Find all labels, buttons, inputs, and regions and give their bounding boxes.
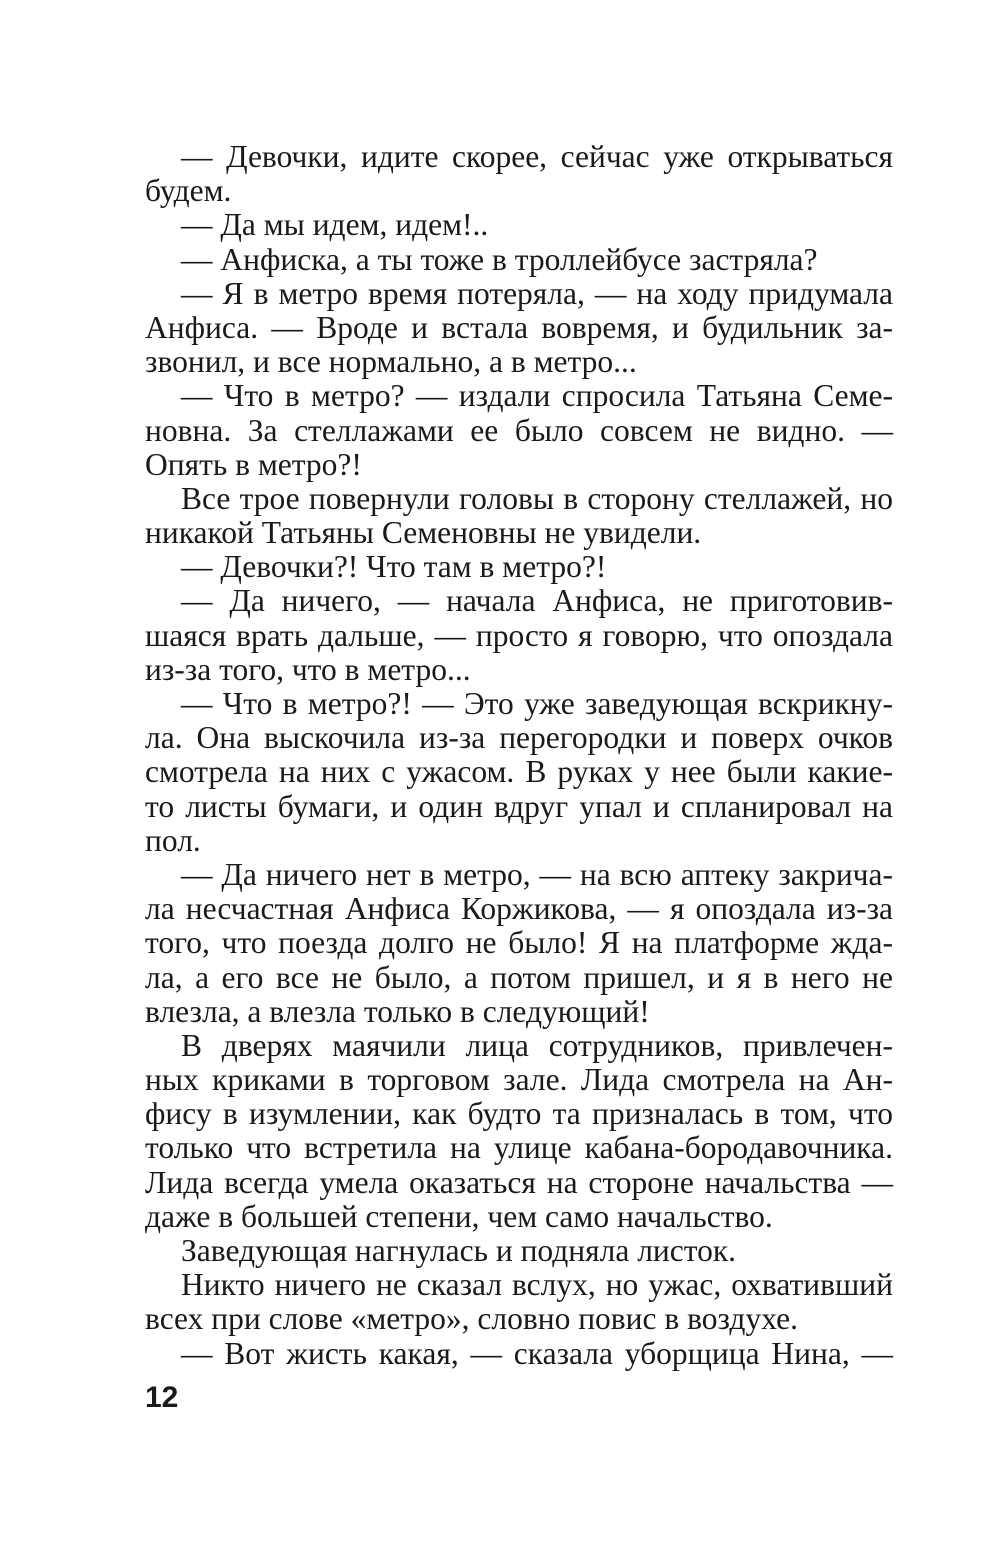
text-line: то листы бумаги, и один вдруг упал и спланировал на — [145, 788, 893, 824]
text-line: ла, а его все не было, а потом пришел, и я в него не — [145, 959, 893, 995]
text-line: звонил, и все нормально, а в метро... — [145, 344, 637, 380]
text-line: будем. — [145, 173, 232, 209]
text-line: никакой Татьяны Семеновны не увидели. — [145, 515, 702, 551]
text-line: всех при слове «метро», словно повис в воздухе. — [145, 1301, 799, 1337]
text-line: новна. За стеллажами ее было совсем не видно. — — [145, 412, 893, 448]
text-line: из-за того, что в метро... — [145, 651, 471, 687]
page-text-block — [145, 140, 893, 1371]
text-line: только что встретила на улице кабана-бородавочника. — [145, 1130, 893, 1166]
page-number: 12 — [145, 1381, 179, 1414]
text-line: влезла, а влезла только в следующий! — [145, 993, 650, 1029]
text-line: — Девочки, идите скорее, сейчас уже открываться — [181, 139, 893, 174]
text-line: Никто ничего не сказал вслух, но ужас, охвативший — [181, 1267, 893, 1303]
text-line: — Да мы идем, идем!.. — [181, 207, 489, 243]
text-line: Лида всегда умела оказаться на стороне начальства — — [145, 1164, 893, 1200]
text-line: — Девочки?! Что там в метро?! — [181, 549, 607, 585]
text-line: — Да ничего нет в метро, — на всю аптеку закрича- — [181, 856, 893, 892]
text-line: того, что поезда долго не было! Я на платформе жда- — [145, 925, 893, 961]
text-line: — Что в метро?! — Это уже заведующая вскрикну- — [181, 686, 893, 721]
text-line: Заведующая нагнулась и подняла листок. — [181, 1233, 737, 1268]
text-line: Опять в метро?! — [145, 446, 362, 482]
text-line: пол. — [145, 822, 201, 858]
text-line: — Да ничего, — начала Анфиса, не приготовив- — [181, 583, 893, 619]
text-line: фису в изумлении, как будто та призналась в том, что — [145, 1096, 893, 1132]
text-line: — Я в метро время потеряла, — на ходу придумала — [181, 275, 893, 311]
text-line: — Что в метро? — издали спросила Татьяна Семе- — [181, 378, 893, 414]
text-line: Анфиса. — Вроде и встала вовремя, и будильник за- — [145, 309, 893, 345]
text-line: смотрела на них с ужасом. В руках у нее были какие- — [145, 754, 893, 790]
text-line: В дверях маячили лица сотрудников, привлечен- — [181, 1027, 893, 1063]
text-line: ла несчастная Анфиса Коржикова, — я опоздала из-за — [145, 891, 893, 927]
text-line: — Анфиска, а ты тоже в троллейбусе застряла? — [181, 241, 818, 277]
text-line: ных криками в торговом зале. Лида смотрела на Ан- — [145, 1062, 893, 1098]
text-line: Все трое повернули головы в сторону стеллажей, но — [181, 480, 893, 516]
text-line: ла. Она выскочила из-за перегородки и поверх очков — [145, 720, 893, 756]
text-line: шаяся врать дальше, — просто я говорю, что опоздала — [145, 617, 893, 653]
text-line: даже в большей степени, чем само начальство. — [145, 1198, 773, 1234]
text-line: — Вот жисть какая, — сказала уборщица Нина, — — [181, 1335, 893, 1371]
